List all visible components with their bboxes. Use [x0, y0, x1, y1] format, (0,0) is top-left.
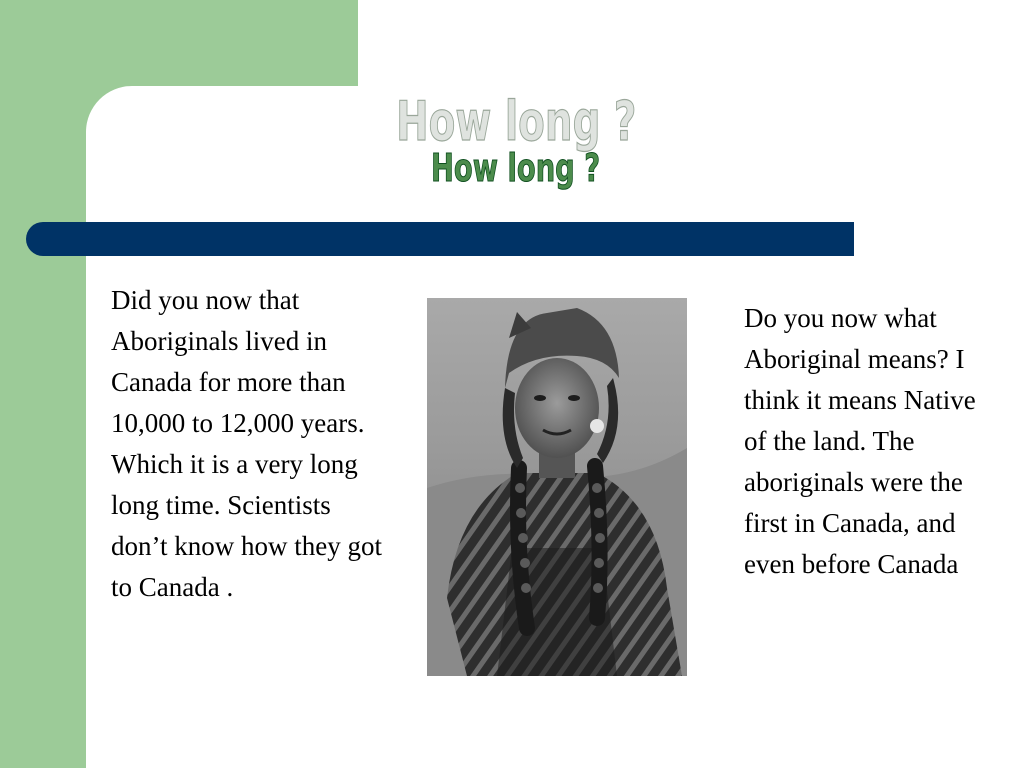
- right-text-block: Do you now what Aboriginal means? I think it means Native of the land. The aboriginals were the first in Canada, and even before Canada: [744, 303, 976, 579]
- title-shadow: How long ?: [396, 90, 637, 153]
- title-divider-bar: [26, 222, 854, 256]
- left-text-block: Did you now that Aboriginals lived in Canada for more than 10,000 to 12,000 years. Which it is a very long long time. Scientists don’t know how they got to Canada .: [111, 285, 382, 602]
- photo-portrait-icon: [427, 298, 687, 676]
- slide-title: How long ?: [431, 146, 601, 190]
